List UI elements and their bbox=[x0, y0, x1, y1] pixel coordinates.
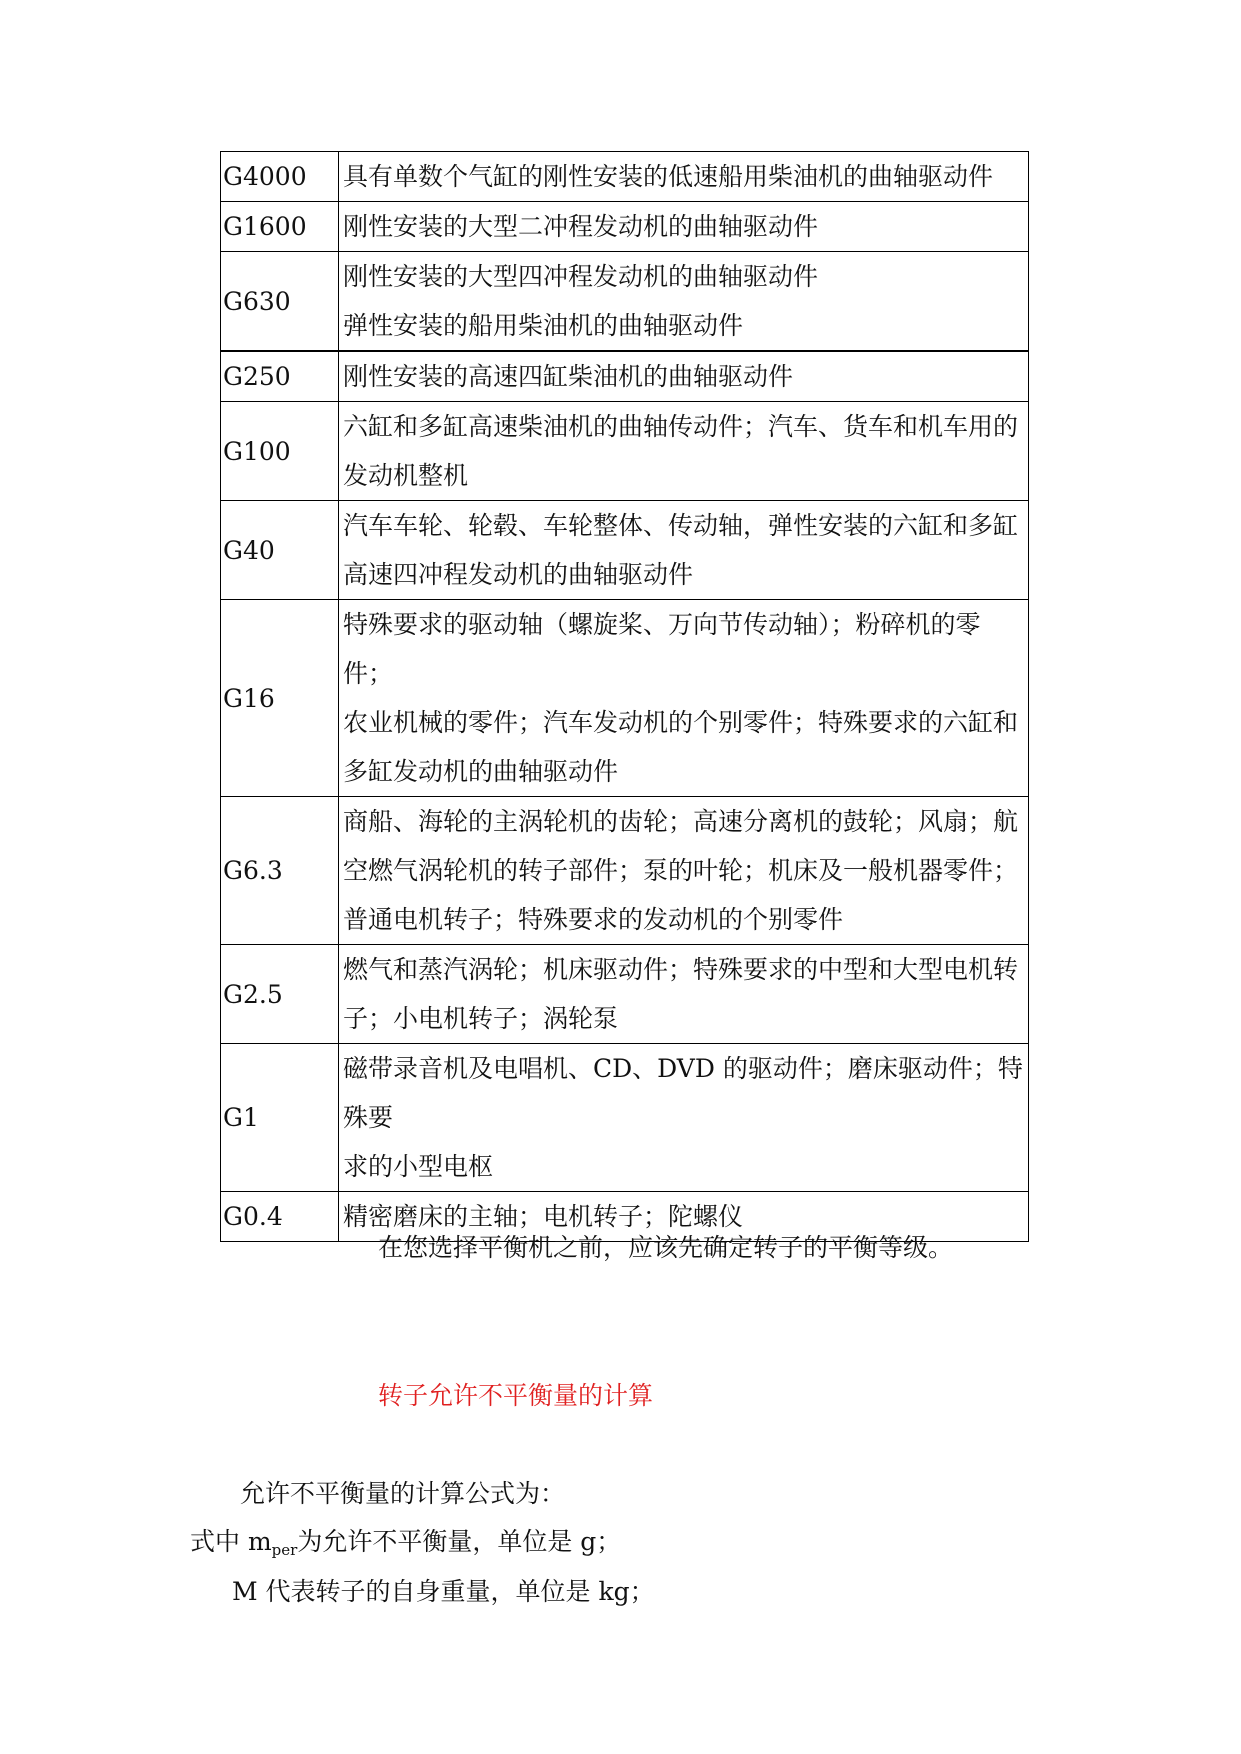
definition-subscript: per bbox=[271, 1541, 298, 1559]
application-cell bbox=[339, 402, 1029, 501]
application-line: 汽车车轮、轮毂、车轮整体、传动轴，弹性安装的六缸和多缸 bbox=[343, 511, 1019, 540]
application-line: 刚性安装的大型四冲程发动机的曲轴驱动件 bbox=[343, 262, 819, 291]
grade-cell: G1600 bbox=[221, 202, 339, 252]
selection-note: 在您选择平衡机之前，应该先确定转子的平衡等级。 bbox=[378, 1233, 954, 1262]
table-row bbox=[221, 1044, 1029, 1192]
grade-cell: G2.5 bbox=[221, 945, 339, 1044]
definition-mass: M 代表转子的自身重量，单位是 kg； bbox=[232, 1577, 655, 1606]
grade-cell: G100 bbox=[221, 402, 339, 501]
application-cell bbox=[339, 252, 1029, 352]
definition-suffix: 为允许不平衡量，单位是 g； bbox=[297, 1527, 622, 1556]
table-row bbox=[221, 600, 1029, 797]
section-heading: 转子允许不平衡量的计算 bbox=[378, 1381, 654, 1410]
grade-cell: G0.4 bbox=[221, 1192, 339, 1242]
application-cell bbox=[339, 351, 1029, 402]
definition-prefix: 式中 m bbox=[190, 1527, 272, 1556]
application-line: 磁带录音机及电唱机、CD、DVD 的驱动件；磨床驱动件；特殊要 bbox=[343, 1054, 1023, 1132]
grade-cell: G16 bbox=[221, 600, 339, 797]
formula-intro: 允许不平衡量的计算公式为： bbox=[240, 1479, 566, 1508]
grade-cell: G1 bbox=[221, 1044, 339, 1192]
definition-mper bbox=[190, 1522, 621, 1559]
application-line: 六缸和多缸高速柴油机的曲轴传动件；汽车、货车和机车用的 bbox=[343, 412, 1019, 441]
grade-cell: G250 bbox=[221, 351, 339, 402]
table-row bbox=[221, 351, 1029, 402]
balance-grade-table bbox=[220, 151, 1029, 1242]
grade-cell: G4000 bbox=[221, 152, 339, 202]
table-row bbox=[221, 501, 1029, 600]
application-cell bbox=[339, 202, 1029, 252]
application-cell bbox=[339, 1044, 1029, 1192]
table-row bbox=[221, 152, 1029, 202]
application-line: 普通电机转子；特殊要求的发动机的个别零件 bbox=[343, 905, 844, 934]
table-row bbox=[221, 945, 1029, 1044]
table-row bbox=[221, 202, 1029, 252]
application-line: 农业机械的零件；汽车发动机的个别零件；特殊要求的六缸和 bbox=[343, 708, 1019, 737]
table-row bbox=[221, 797, 1029, 945]
application-cell bbox=[339, 152, 1029, 202]
application-line: 子；小电机转子；涡轮泵 bbox=[343, 1004, 619, 1033]
table-row bbox=[221, 252, 1029, 352]
grade-cell: G630 bbox=[221, 252, 339, 352]
application-line: 精密磨床的主轴；电机转子；陀螺仪 bbox=[343, 1202, 744, 1231]
grade-table-body bbox=[221, 152, 1029, 1242]
application-line: 发动机整机 bbox=[343, 461, 469, 490]
application-line: 弹性安装的船用柴油机的曲轴驱动件 bbox=[343, 311, 744, 340]
application-line: 多缸发动机的曲轴驱动件 bbox=[343, 757, 619, 786]
application-line: 刚性安装的高速四缸柴油机的曲轴驱动件 bbox=[343, 362, 794, 391]
application-line: 空燃气涡轮机的转子部件；泵的叶轮；机床及一般机器零件； bbox=[343, 856, 1019, 885]
grade-cell: G6.3 bbox=[221, 797, 339, 945]
grade-cell: G40 bbox=[221, 501, 339, 600]
application-cell bbox=[339, 600, 1029, 797]
application-cell bbox=[339, 501, 1029, 600]
application-line: 刚性安装的大型二冲程发动机的曲轴驱动件 bbox=[343, 212, 819, 241]
application-line: 商船、海轮的主涡轮机的齿轮；高速分离机的鼓轮；风扇；航 bbox=[343, 807, 1019, 836]
application-line: 燃气和蒸汽涡轮；机床驱动件；特殊要求的中型和大型电机转 bbox=[343, 955, 1019, 984]
application-line: 特殊要求的驱动轴（螺旋桨、万向节传动轴）；粉碎机的零件； bbox=[343, 610, 981, 688]
table-row bbox=[221, 402, 1029, 501]
application-line: 求的小型电枢 bbox=[343, 1152, 494, 1181]
application-cell bbox=[339, 945, 1029, 1044]
application-line: 高速四冲程发动机的曲轴驱动件 bbox=[343, 560, 694, 589]
application-cell bbox=[339, 797, 1029, 945]
application-line: 具有单数个气缸的刚性安装的低速船用柴油机的曲轴驱动件 bbox=[343, 162, 994, 191]
